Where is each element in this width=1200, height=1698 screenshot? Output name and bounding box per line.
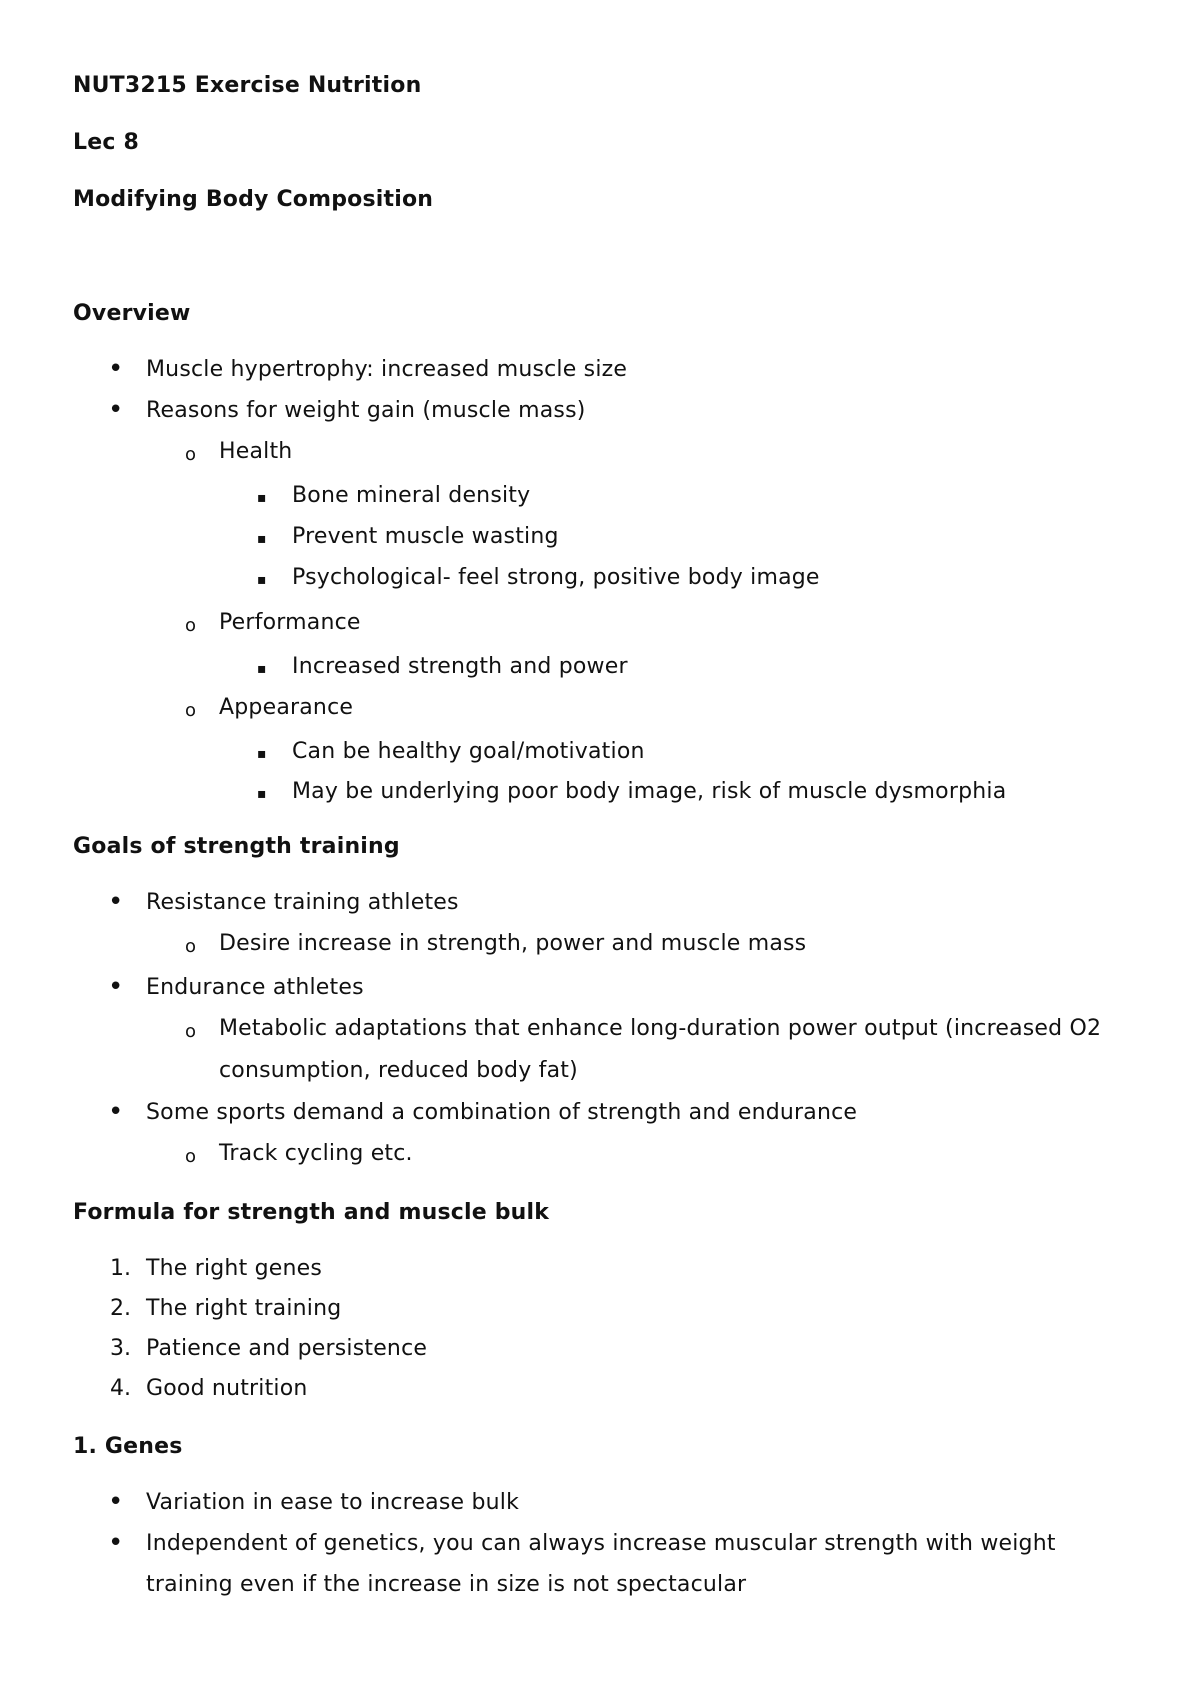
bullet-disc-icon: • [108, 887, 124, 917]
bullet-circle-icon: o [185, 615, 197, 636]
list-item: Metabolic adaptations that enhance long-duration power output (increased O2 [219, 1016, 1102, 1041]
list-item: Health [219, 439, 293, 464]
list-item: Bone mineral density [292, 483, 531, 508]
list-item: Desire increase in strength, power and muscle mass [219, 931, 807, 956]
list-item: Prevent muscle wasting [292, 524, 559, 549]
list-number: 3. [110, 1336, 131, 1361]
bullet-circle-icon: o [185, 444, 197, 465]
bullet-disc-icon: • [108, 354, 124, 384]
course-title: NUT3215 Exercise Nutrition [73, 73, 422, 98]
list-number: 1. [110, 1256, 131, 1281]
bullet-square-icon: ▪ [257, 531, 267, 547]
list-item: Variation in ease to increase bulk [146, 1490, 520, 1515]
formula-heading: Formula for strength and muscle bulk [73, 1200, 550, 1225]
bullet-circle-icon: o [185, 1021, 197, 1042]
list-item: Psychological- feel strong, positive body image [292, 565, 820, 590]
bullet-disc-icon: • [108, 395, 124, 425]
list-item: Resistance training athletes [146, 890, 459, 915]
bullet-disc-icon: • [108, 1487, 124, 1517]
list-item: May be underlying poor body image, risk of muscle dysmorphia [292, 779, 1007, 804]
bullet-disc-icon: • [108, 972, 124, 1002]
list-item: The right training [146, 1296, 342, 1321]
bullet-square-icon: ▪ [257, 746, 267, 762]
bullet-disc-icon: • [108, 1097, 124, 1127]
list-item: Muscle hypertrophy: increased muscle size [146, 357, 628, 382]
list-number: 2. [110, 1296, 131, 1321]
list-item: The right genes [146, 1256, 323, 1281]
bullet-square-icon: ▪ [257, 786, 267, 802]
bullet-circle-icon: o [185, 1146, 197, 1167]
list-item: Increased strength and power [292, 654, 628, 679]
list-number: 4. [110, 1376, 131, 1401]
overview-heading: Overview [73, 301, 191, 326]
list-item: Performance [219, 610, 361, 635]
list-item: Independent of genetics, you can always increase muscular strength with weight [146, 1531, 1056, 1556]
bullet-circle-icon: o [185, 700, 197, 721]
bullet-square-icon: ▪ [257, 572, 267, 588]
lecture-topic: Modifying Body Composition [73, 187, 434, 212]
list-item: Some sports demand a combination of strength and endurance [146, 1100, 858, 1125]
list-item-continuation: training even if the increase in size is not spectacular [146, 1572, 747, 1597]
list-item: Can be healthy goal/motivation [292, 739, 645, 764]
lecture-number: Lec 8 [73, 130, 139, 155]
bullet-disc-icon: • [108, 1528, 124, 1558]
list-item: Track cycling etc. [219, 1141, 413, 1166]
list-item-continuation: consumption, reduced body fat) [219, 1058, 578, 1083]
bullet-square-icon: ▪ [257, 490, 267, 506]
list-item: Reasons for weight gain (muscle mass) [146, 398, 586, 423]
genes-heading: 1. Genes [73, 1434, 183, 1459]
list-item: Patience and persistence [146, 1336, 428, 1361]
list-item: Appearance [219, 695, 354, 720]
list-item: Endurance athletes [146, 975, 364, 1000]
goals-heading: Goals of strength training [73, 834, 400, 859]
bullet-square-icon: ▪ [257, 661, 267, 677]
bullet-circle-icon: o [185, 936, 197, 957]
list-item: Good nutrition [146, 1376, 308, 1401]
